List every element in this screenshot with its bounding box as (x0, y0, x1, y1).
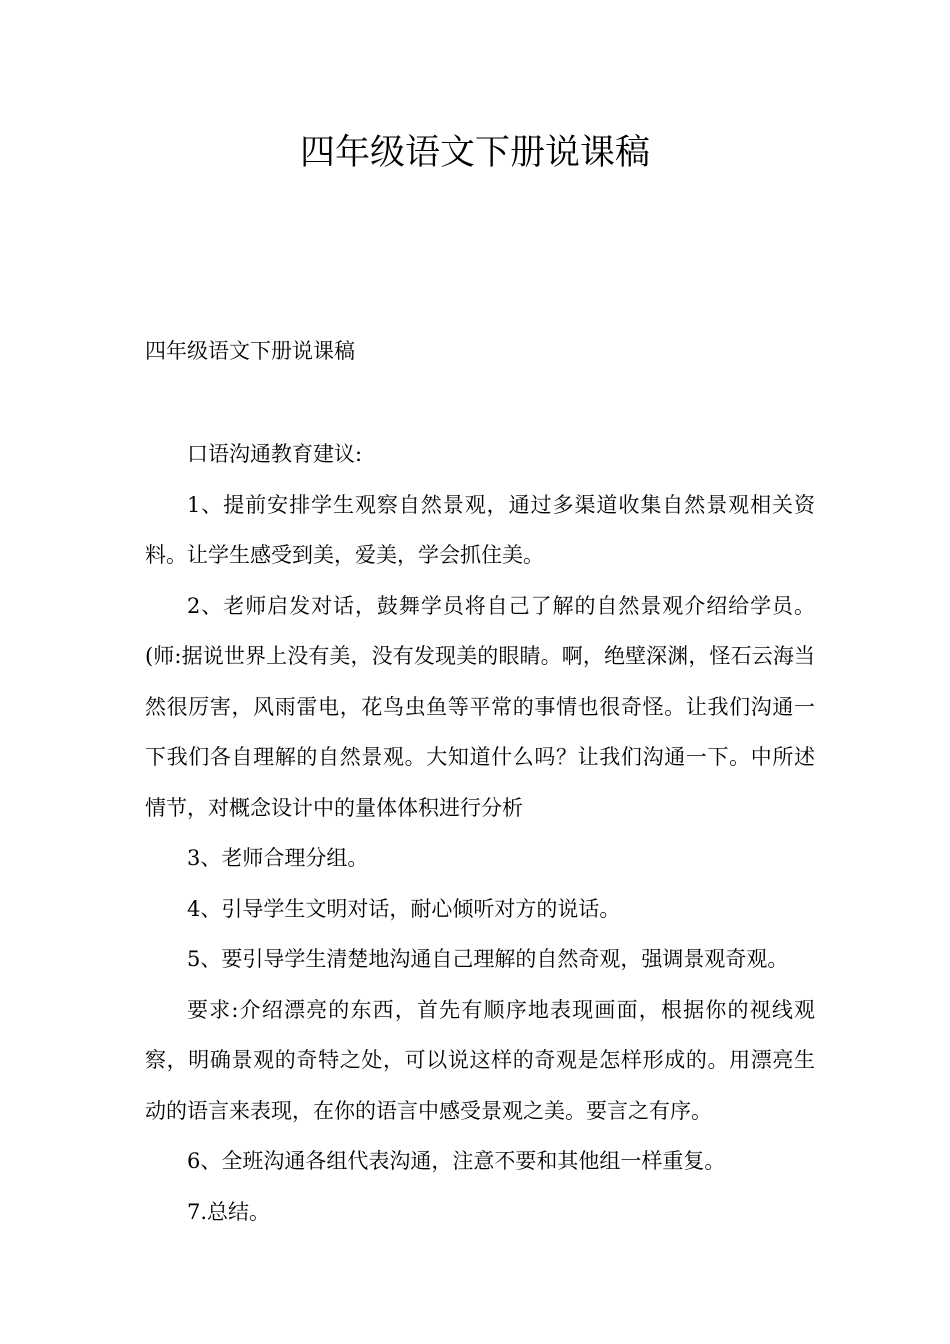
paragraph: 7.总结。 (187, 1199, 271, 1224)
paragraph: 口语沟通教育建议: (187, 442, 363, 466)
paragraph: 2、老师启发对话，鼓舞学员将自己了解的自然景观介绍给学员。(师:据说世界上没有美，没有发现美的眼睛。啊，绝壁深渊，怪石云海当然很厉害，风雨雷电，花鸟虫鱼等平常的事情也很奇怪。让我们沟通一下我们各自理解的自然景观。大知道什么吗？让我们沟通一下。中所述情节，对概念设计中的量体体积进行分析 (145, 593, 815, 820)
paragraph: 要求:介绍漂亮的东西，首先有顺序地表现画面，根据你的视线观察，明确景观的奇特之处，可以说这样的奇观是怎样形成的。用漂亮生动的语言来表现，在你的语言中感受景观之美。要言之有序。 (145, 997, 815, 1123)
paragraph: 5、要引导学生清楚地沟通自己理解的自然奇观，强调景观奇观。 (187, 947, 789, 971)
paragraph: 4、引导学生文明对话，耐心倾听对方的说话。 (187, 896, 621, 921)
paragraph: 1、提前安排学生观察自然景观，通过多渠道收集自然景观相关资料。让学生感受到美，爱美，学会抓住美。 (145, 492, 815, 567)
document-body (145, 429, 815, 1237)
document-subtitle: 四年级语文下册说课稿 (145, 339, 355, 363)
paragraph: 3、老师合理分组。 (187, 846, 369, 870)
paragraph: 6、全班沟通各组代表沟通，注意不要和其他组一样重复。 (187, 1149, 726, 1173)
page-title: 四年级语文下册说课稿 (299, 133, 650, 173)
